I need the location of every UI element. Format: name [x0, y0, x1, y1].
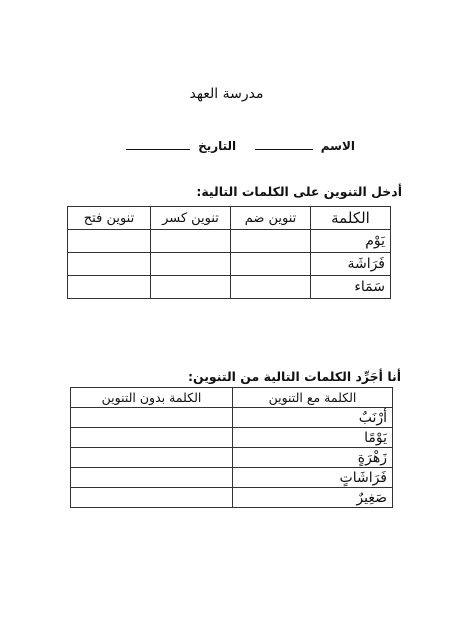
name-blank[interactable] [255, 149, 313, 150]
exercise1-instruction: أدخل التنوين على الكلمات التالية: [196, 184, 402, 199]
answer-cell[interactable] [151, 253, 231, 276]
word-cell: فَرَاشَة [311, 253, 391, 276]
answer-cell[interactable] [151, 276, 231, 299]
answer-cell[interactable] [71, 488, 233, 508]
answer-cell[interactable] [68, 230, 151, 253]
header-damma-tanween: تنوين ضم [231, 207, 311, 230]
table-row [68, 230, 391, 253]
answer-cell[interactable] [231, 230, 311, 253]
date-label: التاريخ [198, 139, 237, 153]
header-kasra-tanween: تنوين كسر [151, 207, 231, 230]
school-name: مدرسة العهد [189, 86, 264, 102]
word-cell: صَغِيرٌ [233, 488, 393, 508]
table-header-row [71, 388, 393, 408]
answer-cell[interactable] [231, 276, 311, 299]
exercise2-instruction: أنا أجَرِّد الكلمات التالية من التنوين: [187, 369, 401, 384]
table-row [71, 448, 393, 468]
student-info-line [140, 139, 355, 153]
header-word-without-tanween: الكلمة بدون التنوين [71, 388, 233, 408]
answer-cell[interactable] [71, 428, 233, 448]
answer-cell[interactable] [71, 408, 233, 428]
word-cell: يَوْم [311, 230, 391, 253]
answer-cell[interactable] [151, 230, 231, 253]
answer-cell[interactable] [71, 448, 233, 468]
exercise2-table [70, 387, 393, 508]
table-header-row [68, 207, 391, 230]
header-word-with-tanween: الكلمة مع التنوين [233, 388, 393, 408]
answer-cell[interactable] [231, 253, 311, 276]
exercise1-table [67, 206, 391, 299]
word-cell: زَهْرَةٍ [233, 448, 393, 468]
word-cell: سَمَاء [311, 276, 391, 299]
answer-cell[interactable] [68, 253, 151, 276]
word-cell: فَرَاشَاتٍ [233, 468, 393, 488]
table-row [71, 488, 393, 508]
date-blank[interactable] [126, 149, 190, 150]
header-word: الكلمة [311, 207, 391, 230]
table-row [71, 468, 393, 488]
name-label: الاسم [320, 139, 355, 153]
header-fatha-tanween: تنوين فتح [68, 207, 151, 230]
table-row [68, 253, 391, 276]
word-cell: يَوْمًا [233, 428, 393, 448]
table-row [68, 276, 391, 299]
answer-cell[interactable] [71, 468, 233, 488]
table-row [71, 408, 393, 428]
word-cell: أرْنَبٌ [233, 408, 393, 428]
answer-cell[interactable] [68, 276, 151, 299]
table-row [71, 428, 393, 448]
